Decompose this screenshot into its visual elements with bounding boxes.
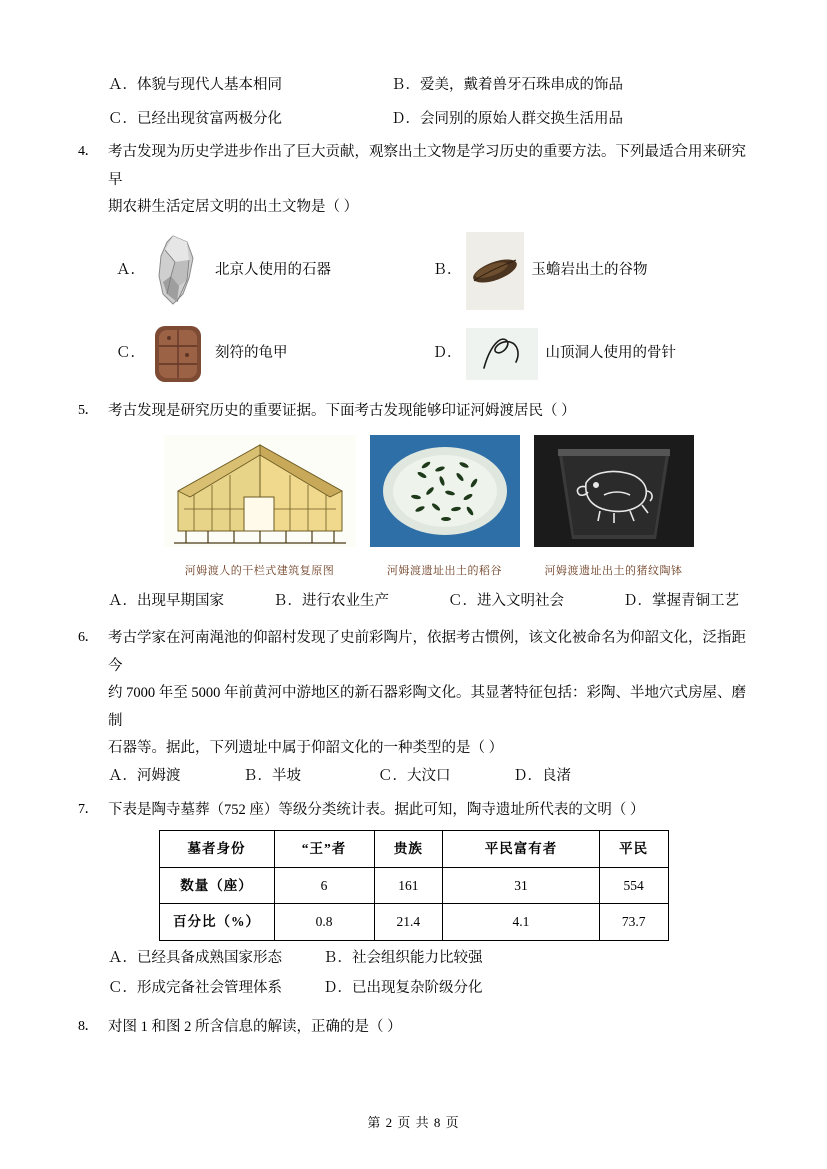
cell-count-king: 6 [274,867,374,904]
question-3-options [108,72,749,133]
option-a: Ａ．体貌与现代人基本相同 [108,77,282,93]
column-header-noble: 贵族 [374,831,443,868]
option-d: Ｄ．会同别的原始人群交换生活用品 [391,110,623,127]
option-line [108,975,749,1003]
question-4-stem-cont [78,194,749,222]
question-text: 下表是陶寺墓葬（752 座）等级分类统计表。据此可知，陶寺遗址所代表的文明（ ） [108,801,645,818]
pig-pattern-pottery-photo [534,435,694,547]
option-line [108,945,749,973]
question-4 [78,139,749,384]
question-text: 考古学家在河南渑池的仰韶村发现了史前彩陶片，依据考古惯例，该文化被命名为仰韶文化，泛指距今 [108,630,746,674]
figure-stilt-house [164,435,356,581]
row-header-count: 数量（座） [159,867,274,904]
option-d: Ｄ．掌握青铜工艺 [623,592,739,609]
option-d: Ｄ．良渚 [513,768,571,784]
question-7 [78,797,749,1003]
question-5-stem [78,398,749,426]
option-c [116,324,433,384]
option-c-text: 刻符的龟甲 [215,344,288,361]
column-header-commoner: 平民 [599,831,668,868]
question-6-options [108,763,749,791]
option-c: Ｃ．大汶口 [378,768,451,784]
option-b: Ｂ．爱美，戴着兽牙石珠串成的饰品 [391,77,623,93]
cell-percent-noble: 21.4 [374,904,443,941]
question-6-stem-cont [78,680,749,735]
row-header-percent: 百分比（%） [159,904,274,941]
figure-caption: 河姆渡人的干栏式建筑复原图 [184,564,335,577]
question-4-options [116,232,749,384]
question-6 [78,625,749,790]
question-8 [78,1014,749,1042]
table-row [159,904,668,941]
column-header-king: “王”者 [274,831,374,868]
column-header-identity: 墓者身份 [159,831,274,868]
cell-count-rich-commoner: 31 [443,867,600,904]
column-header-rich-commoner: 平民富有者 [443,831,600,868]
option-a-label: Ａ． [116,261,145,278]
table-row [159,867,668,904]
option-row [116,324,749,384]
figure-caption: 河姆渡遗址出土的猪纹陶钵 [544,564,683,577]
question-6-stem [78,625,749,680]
option-b-text: 玉蟾岩出土的谷物 [531,261,648,278]
option-b: Ｂ．社会组织能力比较强 [323,950,483,967]
table-header-row [159,831,668,868]
rice-grain-photo [370,435,520,547]
option-b: Ｂ．进行农业生产 [273,592,389,609]
question-8-stem [78,1014,749,1042]
option-c: Ｃ．形成完备社会管理体系 [108,979,282,996]
question-number: 8． [78,1019,98,1035]
cell-percent-king: 0.8 [274,904,374,941]
question-text: 对图 1 和图 2 所含信息的解读，正确的是（ ） [108,1019,402,1036]
question-number: 6． [78,630,98,646]
option-c: Ｃ．进入文明社会 [448,592,564,609]
page-content [78,72,749,1042]
cell-percent-commoner: 73.7 [599,904,668,941]
option-d: Ｄ．已出现复杂阶级分化 [323,979,483,996]
question-number: 4． [78,144,98,160]
question-7-options [108,945,749,1002]
option-d-label: Ｄ． [432,344,462,361]
option-a: Ａ．出现早期国家 [108,592,224,609]
question-4-stem [78,139,749,194]
cell-percent-rich-commoner: 4.1 [443,904,600,941]
option-a-text: 北京人使用的石器 [215,261,331,278]
tomb-statistics-table [159,830,669,941]
option-line [108,72,749,100]
option-a: Ａ．已经具备成熟国家形态 [108,950,282,967]
question-text-line2: 约 7000 年至 5000 年前黄河中游地区的新石器彩陶文化。其显著特征包括：彩陶、半地穴式房屋、磨制 [108,685,746,729]
option-c-label: Ｃ． [116,344,145,361]
question-5 [78,398,749,616]
option-d-text: 山顶洞人使用的骨针 [545,344,676,361]
option-c: Ｃ．已经出现贫富两极分化 [108,110,282,127]
question-text: 考古发现为历史学进步作出了巨大贡献，观察出土文物是学习历史的重要方法。下列最适合用来研究早 [108,144,746,188]
grain-image [466,232,524,310]
question-7-stem [78,797,749,825]
question-text: 考古发现是研究历史的重要证据。下面考古发现能够印证河姆渡居民（ ） [108,402,576,419]
question-text-line2: 期农耕生活定居文明的出土文物是（ ） [108,199,359,216]
figure-caption: 河姆渡遗址出土的稻谷 [387,564,502,577]
turtle-shell-image [149,324,207,384]
figure-pig-pottery [534,435,694,581]
cell-count-noble: 161 [374,867,443,904]
question-number: 7． [78,801,98,817]
figure-rice-grain [370,435,520,581]
option-b: Ｂ．半坡 [243,768,301,784]
option-b [433,232,750,310]
option-a: Ａ．河姆渡 [108,768,181,784]
question-6-stem-cont2 [78,735,749,763]
question-number: 5． [78,402,98,418]
question-5-options [108,588,749,616]
question-5-figures [78,435,749,581]
option-row [116,232,749,310]
stilt-house-illustration [164,435,356,547]
option-a [116,232,433,310]
page-footer: 第 2 页 共 8 页 [367,1115,460,1130]
question-text-line3: 石器等。据此，下列遗址中属于仰韶文化的一种类型的是（ ） [108,740,504,757]
option-line [108,106,749,134]
option-d [433,324,750,384]
stone-tool-image [149,232,207,310]
option-b-label: Ｂ． [432,261,462,278]
cell-count-commoner: 554 [599,867,668,904]
bone-needle-image [466,328,538,380]
